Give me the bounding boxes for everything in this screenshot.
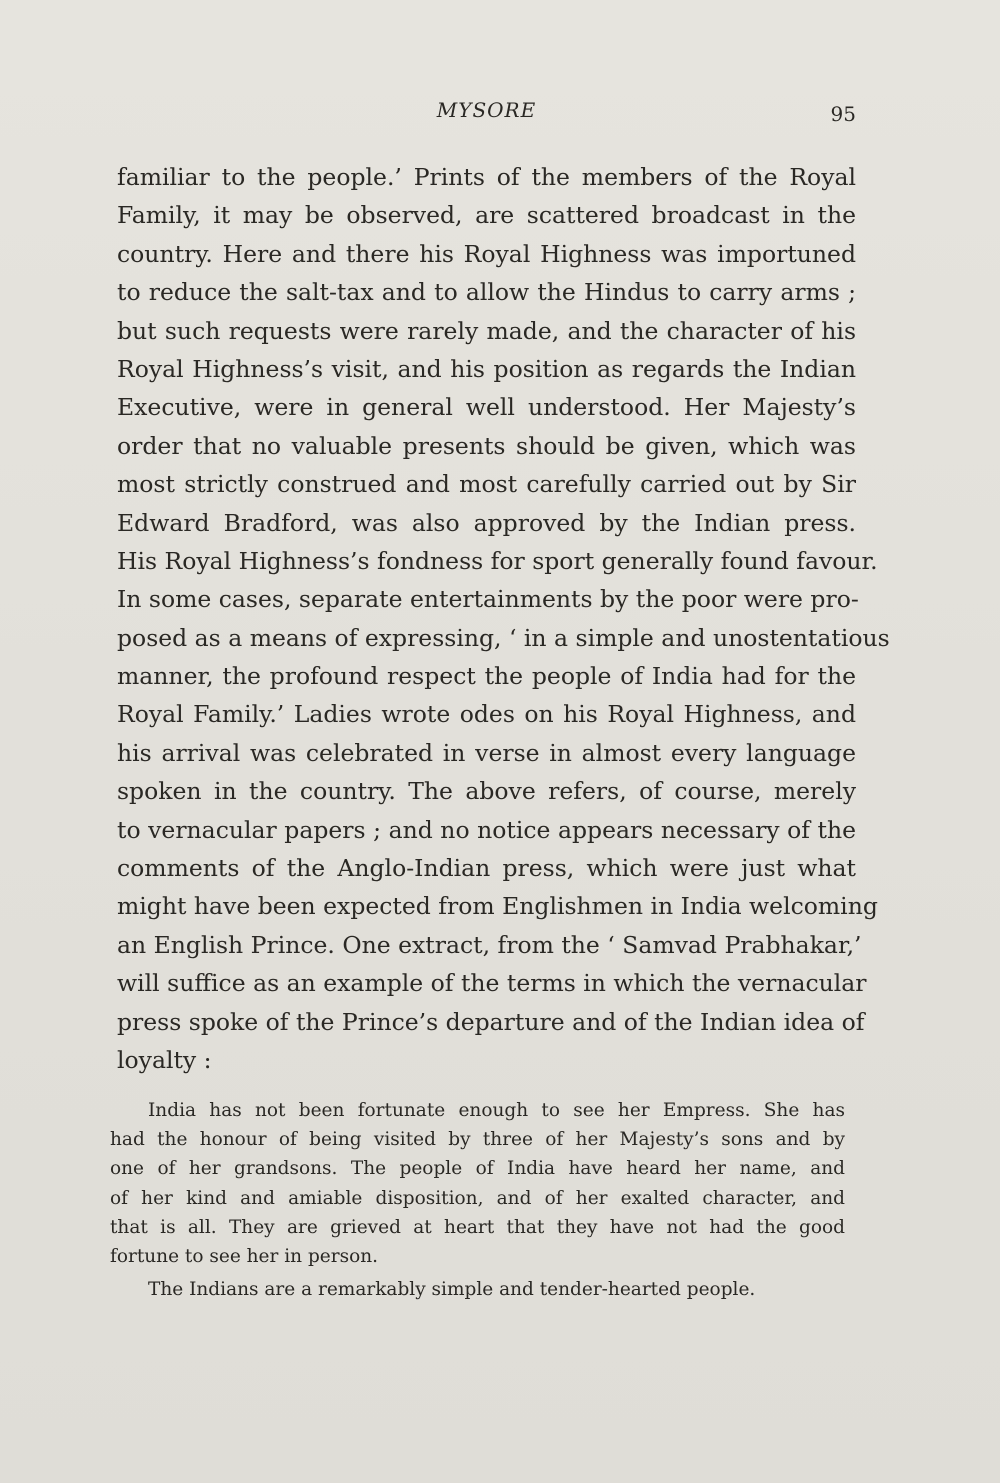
text-line: to vernacular papers ; and no notice appears necessary of the	[117, 815, 856, 844]
text-line: his arrival was celebrated in verse in almost every language	[117, 738, 856, 767]
extract-line: The Indians are a remarkably simple and tender-hearted people.	[148, 1279, 756, 1301]
text-line: His Royal Highness’s fondness for sport generally found favour.	[117, 546, 878, 575]
page-number: 95	[830, 102, 856, 126]
text-line: to reduce the salt-tax and to allow the Hindus to carry arms ;	[117, 278, 856, 307]
text-line: loyalty :	[117, 1045, 212, 1074]
text-line: country. Here and there his Royal Highness was importuned	[117, 239, 856, 268]
text-line: comments of the Anglo-Indian press, which were just what	[117, 854, 856, 883]
text-line: order that no valuable presents should be given, which was	[117, 431, 856, 460]
text-line: Executive, were in general well understood. Her Majesty’s	[117, 393, 856, 422]
quoted-extract	[110, 1096, 845, 1304]
extract-line: India has not been fortunate enough to see her Empress. She has	[148, 1100, 845, 1121]
text-line: Royal Family.’ Ladies wrote odes on his Royal Highness, and	[117, 700, 856, 729]
text-line: an English Prince. One extract, from the ‘ Samvad Prabhakar,’	[117, 930, 862, 959]
text-line: press spoke of the Prince’s departure and of the Indian idea of	[117, 1007, 865, 1036]
extract-line: that is all. They are grieved at heart that they have not had the good	[110, 1216, 845, 1238]
extract-line: one of her grandsons. The people of India have heard her name, and	[110, 1158, 845, 1180]
text-line: Royal Highness’s visit, and his position as regards the Indian	[117, 354, 856, 383]
text-line: familiar to the people.’ Prints of the members of the Royal	[117, 163, 856, 191]
text-line: Family, it may be observed, are scattered broadcast in the	[117, 201, 856, 230]
text-line: posed as a means of expressing, ‘ in a simple and unostentatious	[117, 623, 890, 652]
running-title: MYSORE	[436, 98, 537, 122]
text-line: most strictly construed and most carefully carried out by Sir	[117, 470, 856, 499]
text-line: Edward Bradford, was also approved by the Indian press.	[117, 508, 856, 537]
extract-line: fortune to see her in person.	[110, 1245, 379, 1267]
text-line: spoken in the country. The above refers, of course, merely	[117, 777, 856, 806]
text-line: but such requests were rarely made, and the character of his	[117, 316, 856, 345]
extract-line: had the honour of being visited by three of her Majesty’s sons and by	[110, 1129, 845, 1151]
text-line: manner, the profound respect the people of India had for the	[117, 662, 856, 691]
text-line: might have been expected from Englishmen in India welcoming	[117, 892, 878, 921]
extract-line: of her kind and amiable disposition, and of her exalted character, and	[110, 1187, 845, 1209]
text-line: will suffice as an example of the terms in which the vernacular	[117, 969, 867, 998]
body-paragraph	[117, 158, 890, 1079]
text-line: In some cases, separate entertainments by the poor were pro-	[117, 585, 859, 614]
running-head	[117, 98, 856, 128]
